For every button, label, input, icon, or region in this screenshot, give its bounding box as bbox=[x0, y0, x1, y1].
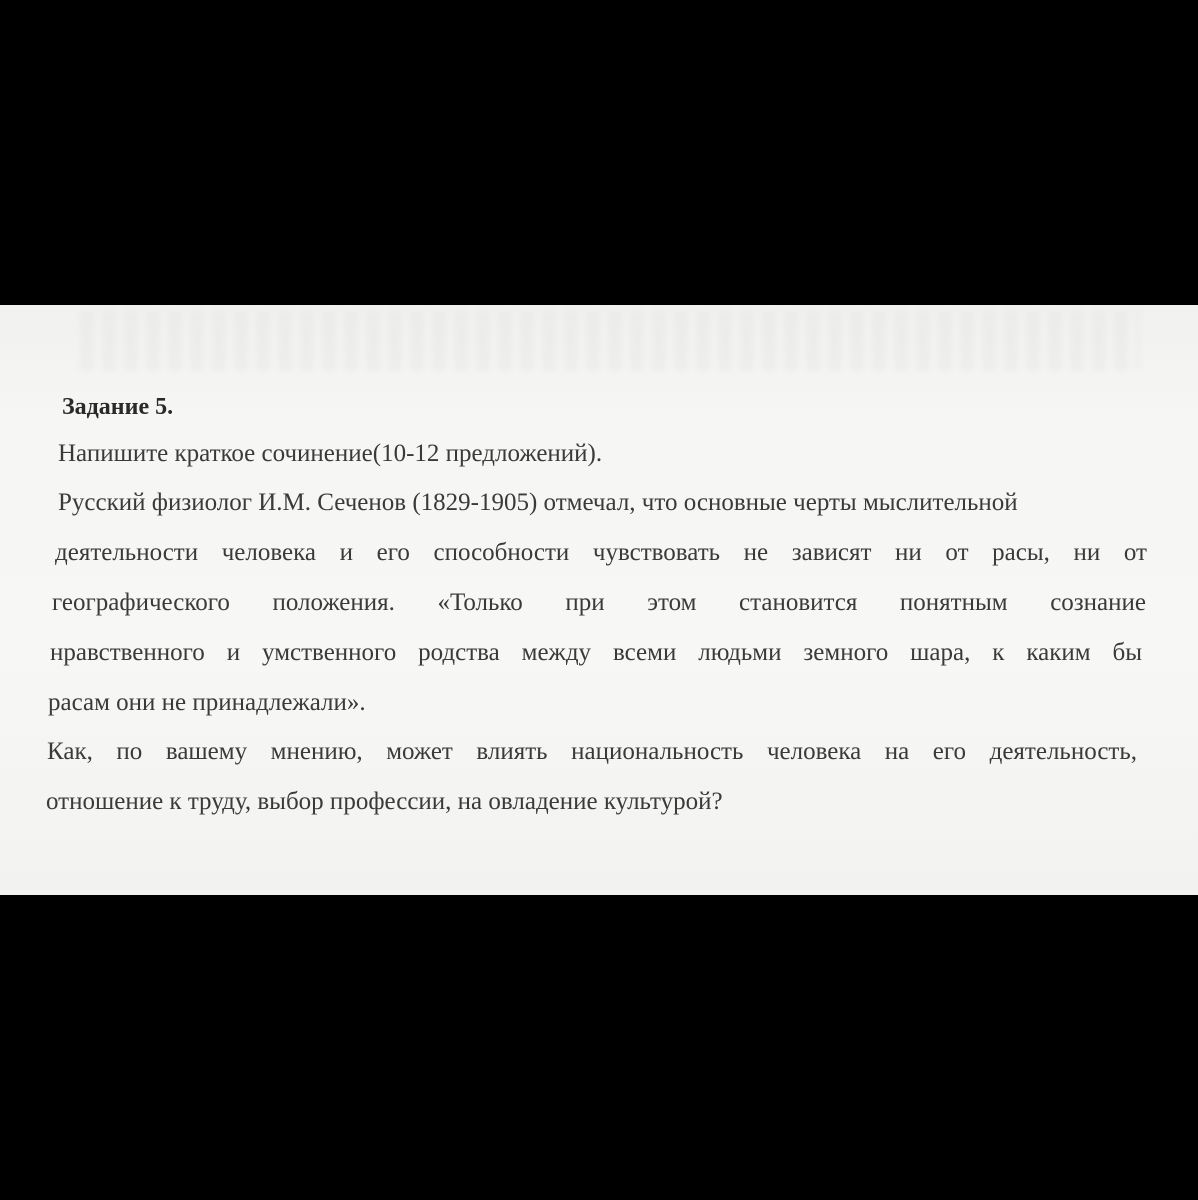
question-line-1: Как, по вашему мнению, может влиять национальность человека на его деятельность, bbox=[47, 738, 1137, 765]
paper-sheet bbox=[0, 305, 1198, 895]
question-line-2: отношение к труду, выбор профессии, на овладение культурой? bbox=[46, 788, 723, 815]
paragraph-line-1-text: Русский физиолог И.М. Сеченов (1829-1905) отмечал, что основные черты мыслительной bbox=[58, 489, 1018, 516]
paragraph-line-3: географического положения. «Только при этом становится понятным сознание bbox=[52, 589, 1146, 616]
task-instruction: Напишите краткое сочинение(10-12 предложений). bbox=[58, 440, 603, 467]
paragraph-line-2: деятельности человека и его способности чувствовать не зависят ни от расы, ни от bbox=[55, 539, 1147, 566]
paragraph-line-4: нравственного и умственного родства между всеми людьми земного шара, к каким бы bbox=[50, 639, 1142, 666]
bleed-through-text bbox=[80, 311, 1140, 371]
paragraph-line-1 bbox=[58, 488, 1148, 518]
paragraph-line-5: расам они не принадлежали». bbox=[48, 689, 366, 716]
task-title: Задание 5. bbox=[62, 394, 174, 420]
